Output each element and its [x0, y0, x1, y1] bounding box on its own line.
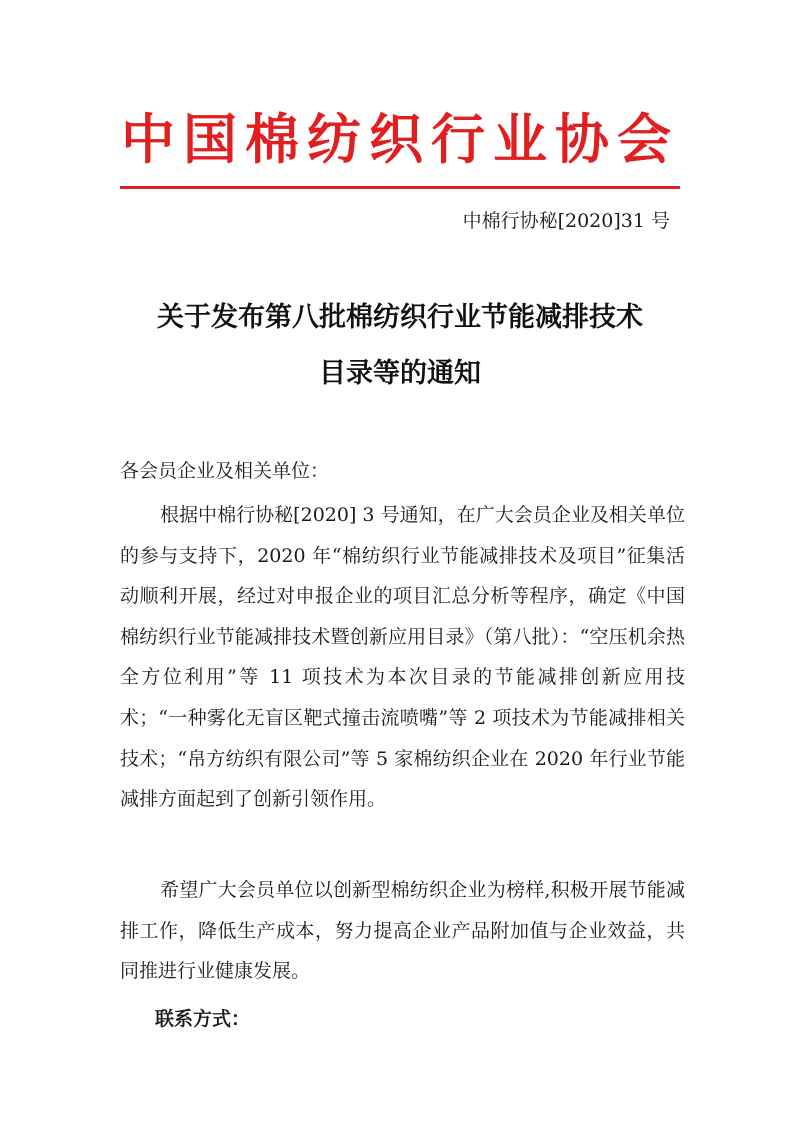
document-title-line-2: 目录等的通知	[319, 358, 481, 389]
body-paragraph-1: 根据中棉行协秘[2020] 3 号通知，在广大会员企业及相关单位的参与支持下，2020 年“棉纺织行业节能减排技术及项目”征集活动顺利开展，经过对申报企业的项目汇总分析等程序，确定《中国棉纺织行业节能减排技术暨创新应用目录》（第八批）：“空压机余热全方位利用”等 11 项技术为本次目录的节能减排创新应用技术；“一种雾化无盲区靶式撞击流喷嘴”等 2 项技术为节能减排相关技术；“帛方纺织有限公司”等 5 家棉纺织企业在 2020 年行业节能减排方面起到了创新引领作用。	[120, 504, 685, 811]
letterhead-red-rule	[120, 186, 680, 189]
salutation: 各会员企业及相关单位：	[120, 460, 330, 482]
organization-letterhead: 中国棉纺织行业协会	[121, 108, 679, 171]
body-paragraph-2: 希望广大会员单位以创新型棉纺织企业为榜样,积极开展节能减排工作，降低生产成本，努力提高企业产品附加值与企业效益，共同推进行业健康发展。	[120, 879, 685, 983]
document-number: 中棉行协秘[2020]31 号	[462, 210, 670, 232]
document-title	[100, 290, 700, 402]
document-title-line-1: 关于发布第八批棉纺织行业节能减排技术	[157, 302, 643, 333]
contact-label: 联系方式：	[155, 1008, 251, 1030]
